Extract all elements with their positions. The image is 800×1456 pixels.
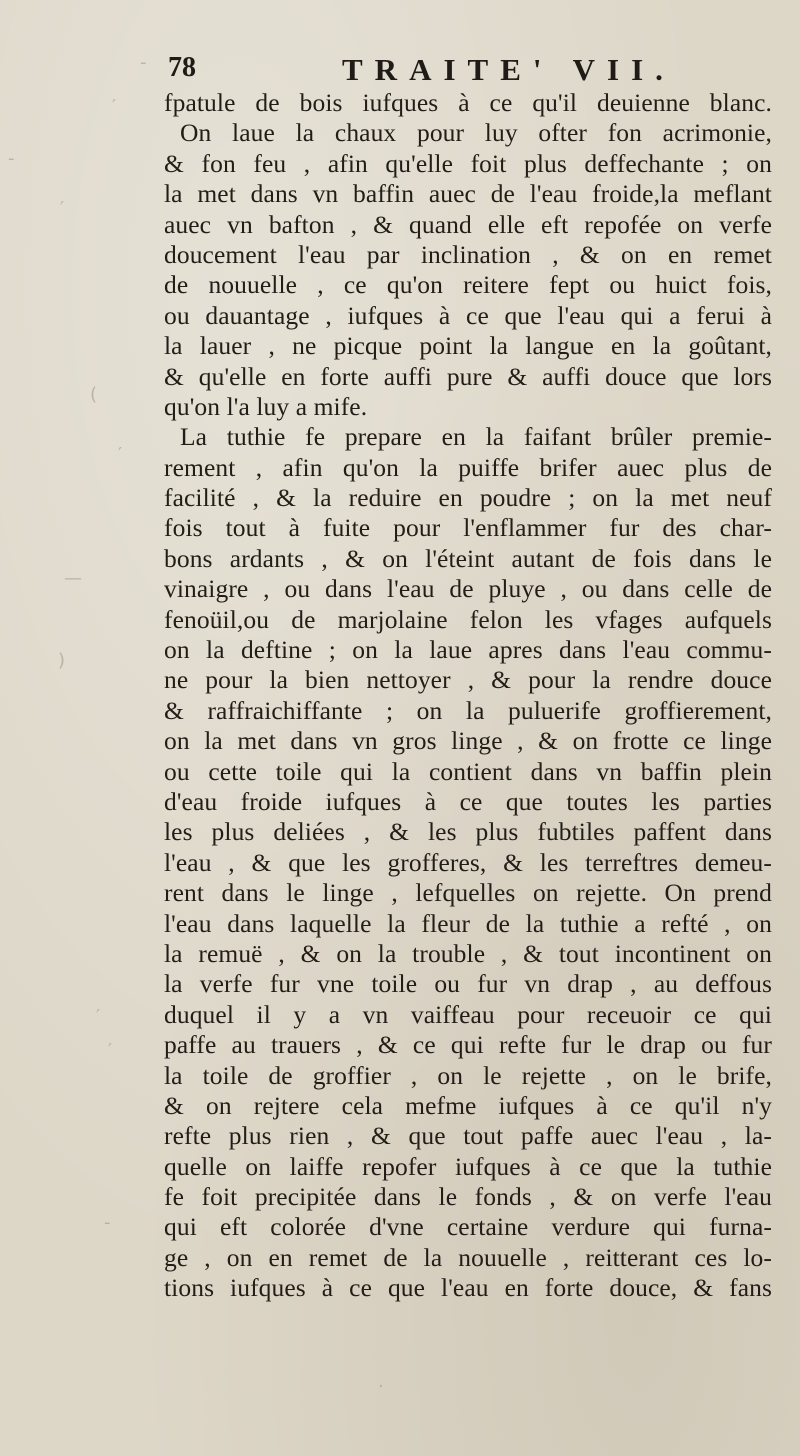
text-line: la met dans vn baffin auec de l'eau froide,la meflant: [164, 179, 772, 209]
text-line: vinaigre , ou dans l'eau de pluye , ou dans celle de: [164, 574, 772, 604]
text-line: doucement l'eau par inclination , & on en remet: [164, 239, 772, 269]
text-line: ou dauantage , iufques à ce que l'eau qui a ferui à: [164, 300, 772, 330]
page-stain: ′: [118, 444, 123, 465]
text-line: qui eft colorée d'vne certaine verdure qui furna-: [164, 1212, 772, 1242]
text-line: & raffraichiffante ; on la puluerife groffierement,: [164, 695, 772, 725]
text-line: on la met dans vn gros linge , & on frotte ce linge: [164, 726, 772, 756]
text-line: La tuthie fe prepare en la faifant brûler premie-: [180, 422, 772, 452]
running-head: TRAITE' VII.: [342, 52, 675, 87]
text-line: la remuë , & on la trouble , & tout incontinent on: [164, 938, 772, 968]
text-line: ne pour la bien nettoyer , & pour la rendre douce: [164, 665, 772, 695]
page-stain: —: [64, 568, 82, 589]
text-line: la toile de groffier , on le rejette , on le brife,: [164, 1060, 772, 1090]
text-line: & on rejtere cela mefme iufques à ce qu'il n'y: [164, 1090, 772, 1120]
text-line: ou cette toile qui la contient dans vn baffin plein: [164, 756, 772, 786]
text-line: paffe au trauers , & ce qui refte fur le drap ou fur: [164, 1030, 772, 1060]
text-line: fenoüil,ou de marjolaine felon les vfages aufquels: [164, 604, 772, 634]
text-line: quelle on laiffe repofer iufques à ce que la tuthie: [164, 1151, 772, 1181]
page-stain: -: [8, 148, 15, 169]
text-line: refte plus rien , & que tout paffe auec l'eau , la-: [164, 1121, 772, 1151]
text-line: l'eau , & que les grofferes, & les terreftres demeu-: [164, 847, 772, 877]
text-line: fpatule de bois iufques à ce qu'il deuienne blanc.: [164, 88, 772, 117]
text-line: facilité , & la reduire en poudre ; on la met neuf: [164, 483, 772, 513]
page-stain: ′: [60, 198, 65, 219]
text-line: qu'on l'a luy a mife.: [164, 391, 368, 421]
page-stain: ′: [96, 1006, 101, 1027]
text-line: les plus deliées , & les plus fubtiles paffent dans: [164, 817, 772, 847]
text-line: on la deftine ; on la laue apres dans l'eau commu-: [164, 635, 772, 665]
text-line: bons ardants , & on l'éteint autant de fois dans le: [164, 543, 772, 573]
text-line: & fon feu , afin qu'elle foit plus deffechante ; on: [164, 148, 772, 178]
page-stain: (: [90, 384, 98, 405]
page-stain: ′: [108, 1040, 113, 1061]
page-stain: ·: [378, 1376, 384, 1397]
page-number: 78: [168, 52, 196, 83]
text-line: la verfe fur vne toile ou fur vn drap , au deffous: [164, 969, 772, 999]
page-stain: ): [58, 650, 66, 671]
text-line: & qu'elle en forte auffi pure & auffi douce que lors: [164, 361, 772, 391]
page-stain: ′: [112, 96, 117, 117]
page-stain: -: [140, 52, 147, 73]
text-line: auec vn bafton , & quand elle eft repofée on verfe: [164, 209, 772, 239]
text-line: fe foit precipitée dans le fonds , & on verfe l'eau: [164, 1182, 772, 1212]
text-line: fois tout à fuite pour l'enflammer fur des char-: [164, 513, 772, 543]
page-header: [162, 52, 762, 92]
text-line: de nouuelle , ce qu'on reitere fept ou huict fois,: [164, 270, 772, 300]
text-line: rement , afin qu'on la puiffe brifer auec plus de: [164, 452, 772, 482]
text-line: ge , on en remet de la nouuelle , reitterant ces lo-: [164, 1242, 772, 1272]
text-line: tions iufques à ce que l'eau en forte douce, & fans: [164, 1273, 772, 1303]
page-stain: -: [104, 1212, 111, 1233]
text-line: d'eau froide iufques à ce que toutes les parties: [164, 786, 772, 816]
text-line: l'eau dans laquelle la fleur de la tuthie a refté , on: [164, 908, 772, 938]
body-text: [164, 88, 772, 1304]
text-line: duquel il y a vn vaiffeau pour receuoir ce qui: [164, 999, 772, 1029]
text-line: On laue la chaux pour luy ofter fon acrimonie,: [180, 118, 772, 148]
text-line: la lauer , ne picque point la langue en la goûtant,: [164, 331, 772, 361]
text-line: rent dans le linge , lefquelles on rejette. On prend: [164, 878, 772, 908]
